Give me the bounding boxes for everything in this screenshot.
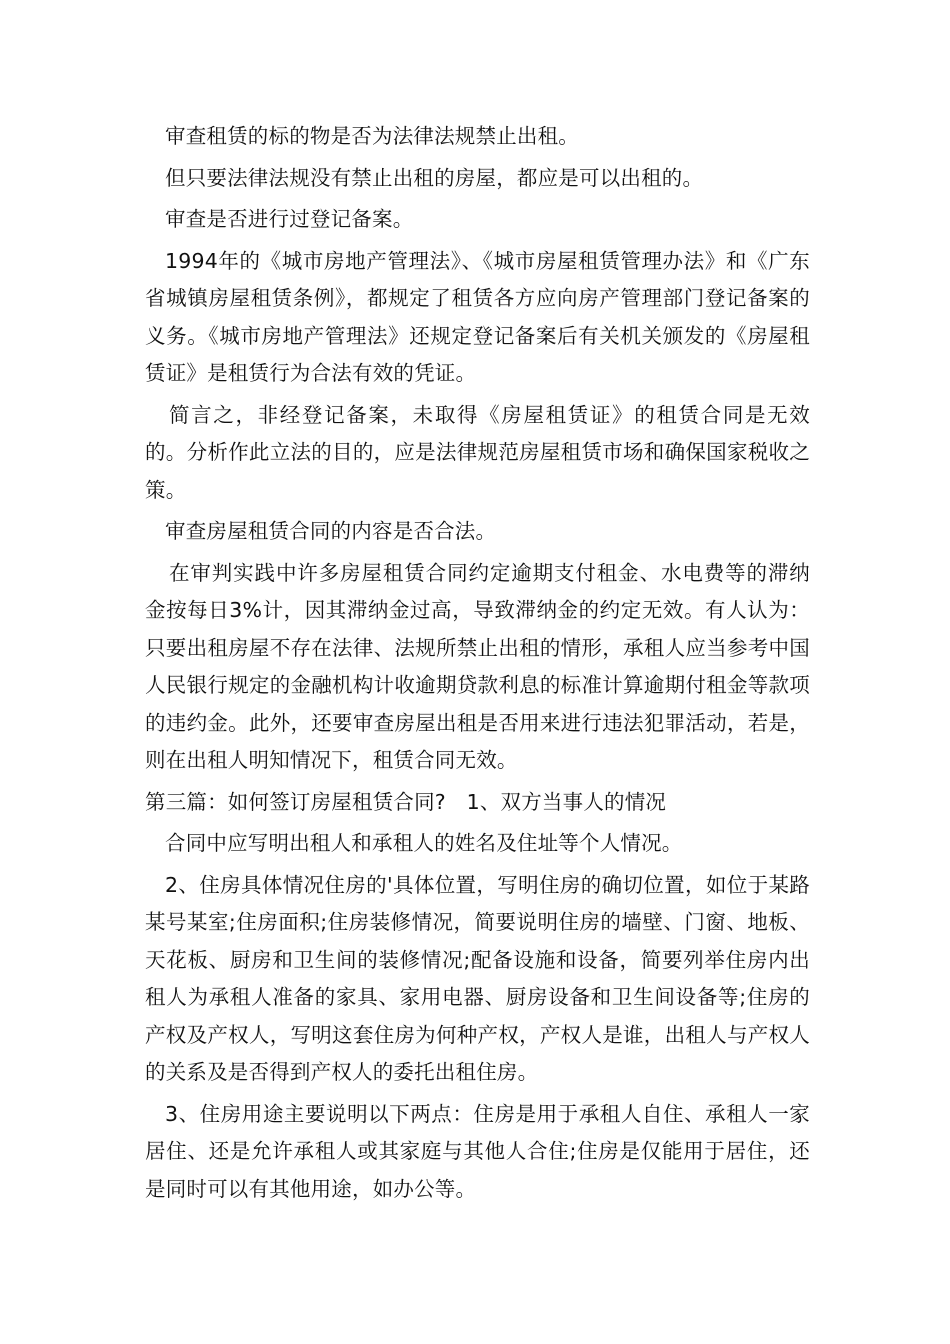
paragraph-3: 审查是否进行过登记备案。 (165, 207, 414, 231)
document-page (145, 118, 810, 1212)
paragraph-2: 但只要法律法规没有禁止出租的房屋，都应是可以出租的。 (165, 165, 704, 190)
paragraph-10: 3、住房用途主要说明以下两点：住房是用于承租人自住、承租人一家居住、还是允许承租人或其家庭与其他人合住;住房是仅能用于居住，还是同时可以有其他用途，如办公等。 (145, 1101, 810, 1201)
paragraph-6: 审查房屋租赁合同的内容是否合法。 (165, 519, 497, 543)
paragraph-8: 合同中应写明出租人和承租人的姓名及住址等个人情况。 (165, 831, 683, 855)
paragraph-9: 2、住房具体情况住房的'具体位置，写明住房的确切位置，如位于某路某号某室;住房面积;住房装修情况，简要说明住房的墙壁、门窗、地板、天花板、厨房和卫生间的装修情况;配备设施和设备，简要列举住房内出租人为承租人准备的家具、家用电器、厨房设备和卫生间设备等;住房的产权及产权人，写明这套住房为何种产权，产权人是谁，出租人与产权人的关系及是否得到产权人的委托出租住房。 (145, 872, 810, 1084)
section-heading: 第三篇：如何签订房屋租赁合同? 1、双方当事人的情况 (145, 789, 667, 814)
paragraph-1: 审查租赁的标的物是否为法律法规禁止出租。 (165, 124, 579, 148)
paragraph-7: 在审判实践中许多房屋租赁合同约定逾期支付租金、水电费等的滞纳金按每日3%计，因其滞纳金过高，导致滞纳金的约定无效。有人认为：只要出租房屋不存在法律、法规所禁止出租的情形，承租人应当参考中国人民银行规定的金融机构计收逾期贷款利息的标准计算逾期付租金等款项的违约金。此外，还要审查房屋出租是否用来进行违法犯罪活动，若是，则在出租人明知情况下，租赁合同无效。 (145, 560, 810, 772)
paragraph-5: 简言之，非经登记备案，未取得《房屋租赁证》的租赁合同是无效的。分析作此立法的目的，应是法律规范房屋租赁市场和确保国家税收之策。 (145, 402, 810, 502)
paragraph-4: 1994年的《城市房地产管理法》、《城市房屋租赁管理办法》和《广东省城镇房屋租赁条例》，都规定了租赁各方应向房产管理部门登记备案的义务。《城市房地产管理法》还规定登记备案后有关机关颁发的《房屋租赁证》是租赁行为合法有效的凭证。 (145, 248, 810, 385)
